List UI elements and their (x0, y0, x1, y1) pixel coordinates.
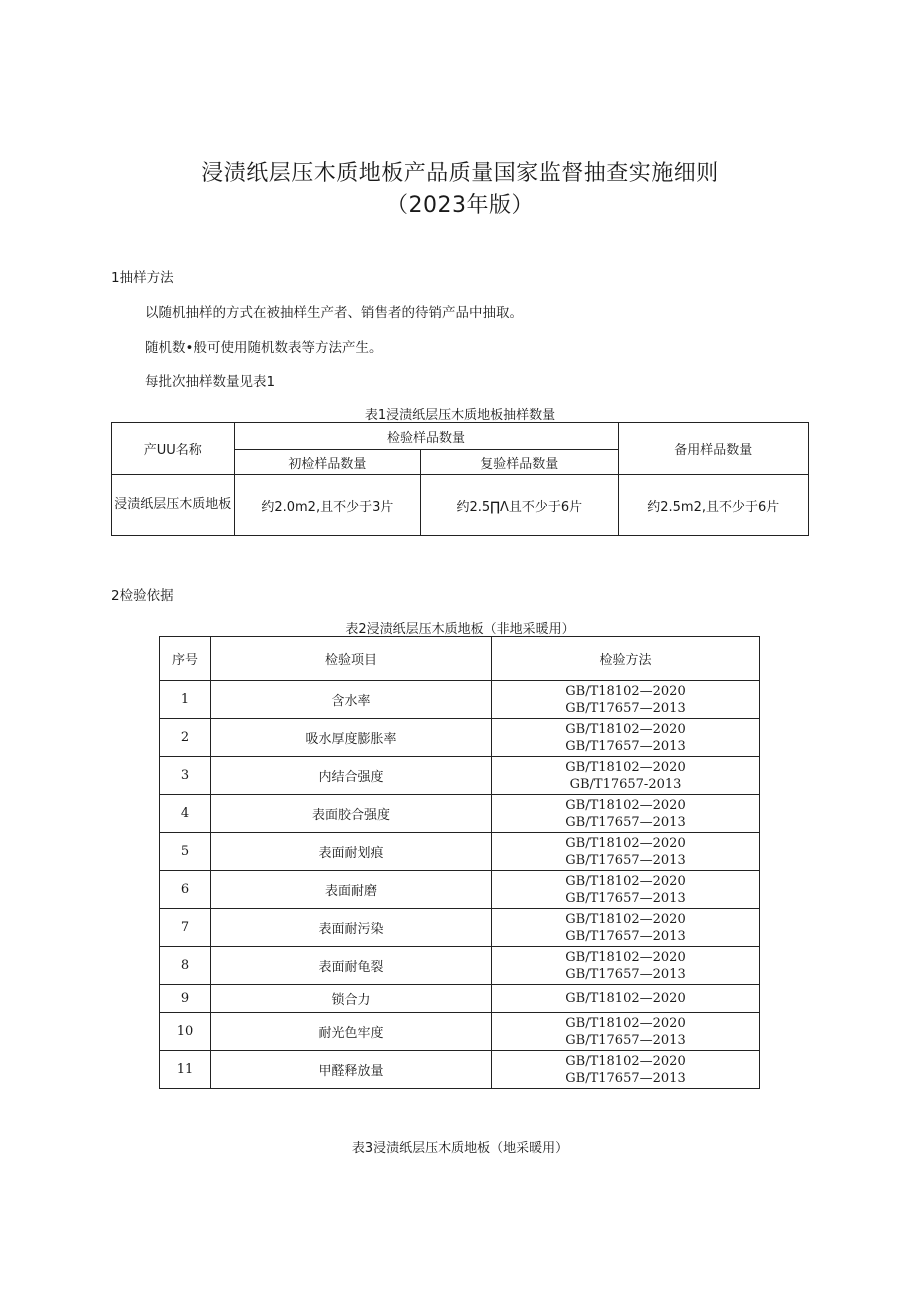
product-name-cell: 浸渍纸层压木质地板 (112, 475, 235, 536)
inspection-method: GB/T18102—2020 GB/T17657—2013 (492, 833, 760, 871)
table-row (160, 1051, 760, 1089)
table-row (160, 947, 760, 985)
header-initial-samples: 初检样品数量 (234, 450, 420, 475)
header-backup-samples: 备用样品数量 (618, 423, 809, 475)
document-subtitle: （2023年版） (386, 193, 534, 218)
document-title: 浸渍纸层压木质地板产品质量国家监督抽查实施细则 (201, 161, 719, 186)
table-row (160, 757, 760, 795)
inspection-method: GB/T18102—2020 GB/T17657—2013 (492, 1013, 760, 1051)
serial-no: 2 (160, 719, 211, 757)
section-2-heading: 2检验依据 (111, 588, 174, 604)
inspection-item: 表面胶合强度 (211, 795, 492, 833)
header-inspection-item: 检验项目 (211, 637, 492, 681)
inspection-method: GB/T18102—2020 (492, 985, 760, 1013)
table-1-caption: 表1浸渍纸层压木质地板抽样数量 (364, 408, 556, 423)
header-inspection-method: 检验方法 (492, 637, 760, 681)
table-row (160, 795, 760, 833)
inspection-method: GB/T18102—2020 GB/T17657—2013 (492, 719, 760, 757)
serial-no: 7 (160, 909, 211, 947)
serial-no: 11 (160, 1051, 211, 1089)
paragraph: 以随机抽样的方式在被抽样生产者、销售者的待销产品中抽取。 (145, 305, 523, 321)
table-row (160, 681, 760, 719)
inspection-method: GB/T18102—2020 GB/T17657—2013 (492, 681, 760, 719)
serial-no: 6 (160, 871, 211, 909)
recheck-quantity-cell: 约2.5∏Λ且不少于6片 (421, 475, 618, 536)
initial-quantity-cell: 约2.0m2,且不少于3片 (234, 475, 420, 536)
inspection-item: 锁合力 (211, 985, 492, 1013)
serial-no: 3 (160, 757, 211, 795)
table-row (160, 719, 760, 757)
table-row (160, 985, 760, 1013)
inspection-method: GB/T18102—2020 GB/T17657—2013 (492, 947, 760, 985)
serial-no: 4 (160, 795, 211, 833)
paragraph: 每批次抽样数量见表1 (145, 374, 276, 390)
inspection-item: 表面耐污染 (211, 909, 492, 947)
header-product-name: 产UU名称 (112, 423, 235, 475)
header-inspection-samples: 检验样品数量 (234, 423, 618, 450)
inspection-item: 表面耐龟裂 (211, 947, 492, 985)
serial-no: 1 (160, 681, 211, 719)
inspection-item: 吸水厚度膨胀率 (211, 719, 492, 757)
serial-no: 8 (160, 947, 211, 985)
table-row (160, 909, 760, 947)
inspection-item: 表面耐磨 (211, 871, 492, 909)
inspection-item: 耐光色牢度 (211, 1013, 492, 1051)
paragraph: 随机数•般可使用随机数表等方法产生。 (145, 340, 383, 356)
inspection-method: GB/T18102—2020 GB/T17657—2013 (492, 795, 760, 833)
section-1-heading: 1抽样方法 (111, 270, 174, 286)
inspection-item: 表面耐划痕 (211, 833, 492, 871)
header-recheck-samples: 复验样品数量 (421, 450, 618, 475)
header-serial-no: 序号 (160, 637, 211, 681)
inspection-method: GB/T18102—2020 GB/T17657-2013 (492, 757, 760, 795)
inspection-method: GB/T18102—2020 GB/T17657—2013 (492, 871, 760, 909)
backup-quantity-cell: 约2.5m2,且不少于6片 (618, 475, 809, 536)
inspection-method: GB/T18102—2020 GB/T17657—2013 (492, 1051, 760, 1089)
serial-no: 9 (160, 985, 211, 1013)
serial-no: 5 (160, 833, 211, 871)
table-2-caption: 表2浸渍纸层压木质地板（非地采暖用） (345, 622, 575, 637)
sampling-quantity-table (111, 422, 809, 536)
inspection-item: 含水率 (211, 681, 492, 719)
table-3-caption: 表3浸渍纸层压木质地板（地采暖用） (351, 1141, 569, 1156)
table-row (160, 833, 760, 871)
inspection-basis-table (159, 636, 760, 1089)
inspection-method: GB/T18102—2020 GB/T17657—2013 (492, 909, 760, 947)
inspection-item: 甲醛释放量 (211, 1051, 492, 1089)
serial-no: 10 (160, 1013, 211, 1051)
table-row (160, 871, 760, 909)
inspection-item: 内结合强度 (211, 757, 492, 795)
table-row (160, 1013, 760, 1051)
